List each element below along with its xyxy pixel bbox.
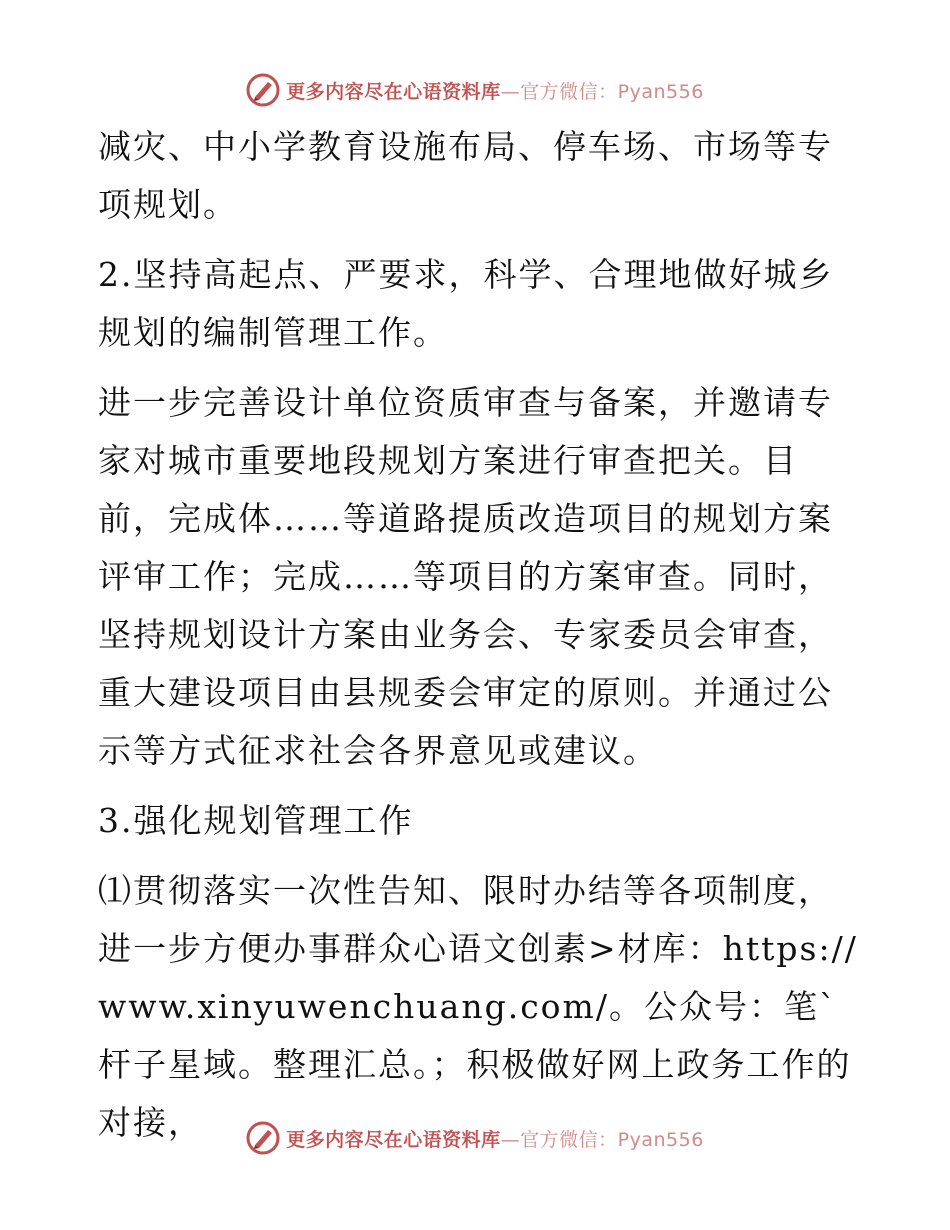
document-body — [98, 118, 858, 1164]
header-banner — [0, 70, 950, 110]
paragraph-2: 2.坚持高起点、严要求，科学、合理地做好城乡规划的编制管理工作。 — [98, 255, 834, 352]
footer-banner-text: 更多内容尽在心语资料库—官方微信：Pyan556 — [286, 1128, 704, 1151]
footer-banner — [0, 1118, 950, 1158]
pen-logo-icon — [246, 73, 280, 107]
paragraph-4: 3.强化规划管理工作 — [98, 801, 414, 840]
paragraph-1: 减灾、中小学教育设施布局、停车场、市场等专项规划。 — [98, 127, 833, 224]
pen-logo-icon — [246, 1121, 280, 1155]
header-banner-text: 更多内容尽在心语资料库—官方微信：Pyan556 — [286, 80, 704, 103]
paragraph-5: ⑴贯彻落实一次性告知、限时办结等各项制度，进一步方便办事群众心语文创素>材库：https://www.xinyuwenchuang.com/。公众号：笔`杆子星域。整理汇总。；积极做好网上政务工作的对接， — [98, 871, 858, 1142]
paragraph-3: 进一步完善设计单位资质审查与备案，并邀请专家对城市重要地段规划方案进行审查把关。目前，完成体……等道路提质改造项目的规划方案评审工作；完成……等项目的方案审查。同时，坚持规划设计方案由业务会、专家委员会审查，重大建设项目由县规委会审定的原则。并通过公示等方式征求社会各界意见或建议。 — [98, 383, 833, 770]
